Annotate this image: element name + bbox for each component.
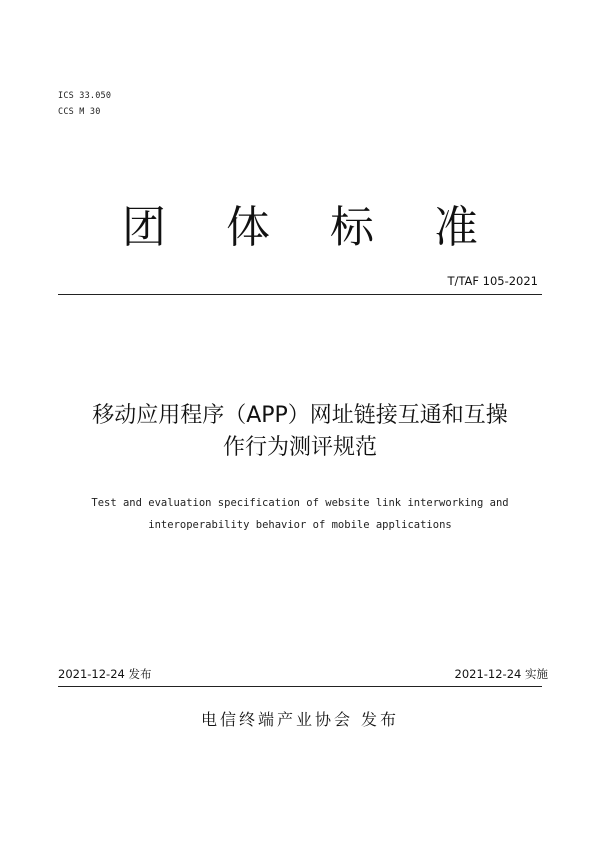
issue-date: 2021-12-24 发布 bbox=[58, 667, 152, 681]
heading-char-1: 团 bbox=[122, 202, 166, 253]
heading-char-2: 体 bbox=[226, 202, 270, 253]
implementation-date: 2021-12-24 实施 bbox=[454, 667, 548, 681]
standard-type-heading bbox=[60, 198, 540, 258]
ics-code: ICS 33.050 bbox=[58, 91, 112, 101]
publisher: 电信终端产业协会 发布 bbox=[200, 710, 400, 729]
ccs-code: CCS M 30 bbox=[58, 107, 101, 117]
top-divider bbox=[58, 294, 542, 295]
heading-char-3: 标 bbox=[330, 202, 374, 253]
chinese-title bbox=[0, 400, 600, 464]
standard-number: T/TAF 105-2021 bbox=[447, 274, 538, 288]
classification-codes bbox=[58, 88, 111, 120]
heading-char-4: 准 bbox=[434, 202, 478, 253]
bottom-divider bbox=[58, 686, 542, 687]
english-title bbox=[0, 492, 600, 536]
english-title-line-2: interoperability behavior of mobile applications bbox=[148, 519, 452, 531]
chinese-title-line-2: 作行为测评规范 bbox=[222, 435, 377, 460]
english-title-line-1: Test and evaluation specification of website link interworking and bbox=[91, 497, 509, 509]
chinese-title-line-1: 移动应用程序（APP）网址链接互通和互操 bbox=[92, 403, 508, 428]
